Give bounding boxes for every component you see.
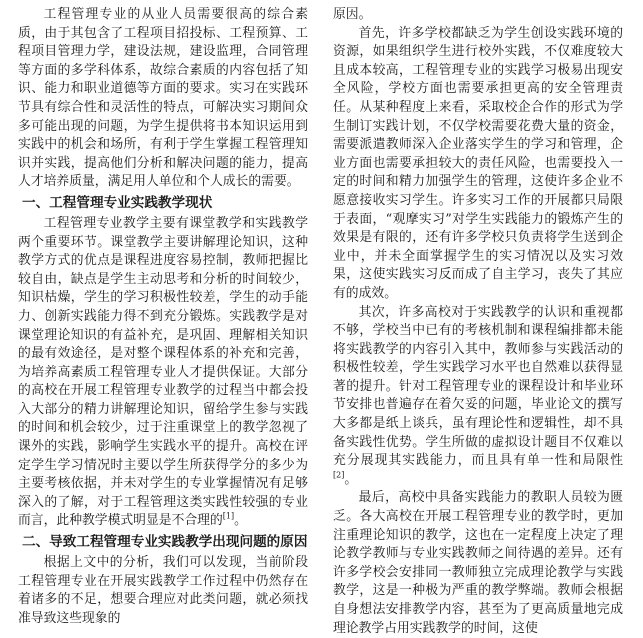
- paragraph-second-text: 其次，许多高校对于实践教学的认识和重视都不够，学校当中已有的考核机制和课程编排都未能将实践教学的内容引入其中，教师参与实践活动的积极性较差，学生实践学习水平也自然难以获得显著的提升。针对工程管理专业的课程设计和毕业环节安排也普遍存在着欠妥的问题，毕业论文的撰写大多都是纸上谈兵，虽有理论性和逻辑性，却不具备实践性优势。学生所做的虚拟设计题目不仅难以充分展现其实践能力，而且具有单一性和局限性: [333, 304, 623, 469]
- left-column: [18, 6, 308, 628]
- right-column: [333, 6, 623, 638]
- intro-paragraph: 工程管理专业的从业人员需要很高的综合素质，由于其包含了工程项目招投标、工程预算、工程项目管理力学，建设法规，建设监理，合同管理等方面的多学科体系，故综合素质的内容包括了知识、能力和职业道德等方面的要求。实习在实践环节具有综合性和灵活性的特点，可解决实习期间众多可能出现的问题，为学生提供将书本知识运用到实践中的机会和场所，有利于学生掌握工程管理知识并实践，提高他们分析和解决问题的能力，提高人才培养质量，满足用人单位和个人成长的需要。: [18, 7, 308, 190]
- section-1-end: 。: [234, 513, 247, 529]
- citation-1: [1]: [222, 512, 235, 522]
- citation-2: [2]: [333, 470, 345, 480]
- paragraph-first: 首先，许多学校都缺乏为学生创设实践环境的资源，如果组织学生进行校外实践，不仅难度较大且成本较高，工程管理专业的实践学习极易出现安全风险，学校方面也需要承担更高的安全管理责任。从某种程度上来看，采取校企合作的形式为学生制订实践计划，不仅学校需要花费大量的资金，需要派遣教师深入企业落实学生的学习和管理，企业方面也需要承担较大的责任风险，也需要投入一定的时间和精力加强学生的管理，这使许多企业不愿意接收实习学生。许多实习工作的开展都只局限于表面，“观摩实习”对学生实践能力的锻炼产生的效果是有限的，还有许多学校只负责将学生送到企业中，并未全面掌握学生的实习情况以及实习效果，这使实践实习反而成了自主学习，丧失了其应有的成效。: [333, 25, 623, 301]
- section-2-heading: 二、导致工程管理专业实践教学出现问题的原因: [22, 534, 308, 551]
- section-2-paragraph: 根据上文中的分析，我们可以发现，当前阶段工程管理专业在开展实践教学工作过程中仍然存在着诸多的不足，想要合理应对此类问题，就必须找准导致这些现象的: [18, 555, 308, 626]
- paragraph-second-end: 。: [344, 471, 358, 487]
- paragraph-second: [333, 304, 623, 490]
- section-1-paragraph: [18, 215, 308, 531]
- carryover-text: 原因。: [333, 7, 372, 22]
- paragraph-third: 最后，高校中具备实践能力的教职人员较为匮乏。各大高校在开展工程管理专业的教学时，更加注重理论知识的教学，这也在一定程度上决定了理论教学教师与专业实践教师之间待遇的差异。还有许多学校会安排同一教师独立完成理论教学与实践教学，这是一种极为严重的教学弊端。教师会根据自身想法安排教学内容，甚至为了更高质量地完成理论教学占用实践教学的时间，这使: [333, 490, 623, 636]
- section-1-heading: 一、工程管理专业实践教学现状: [22, 194, 213, 211]
- section-1-text: 工程管理专业教学主要有课堂教学和实践教学两个重要环节。课堂教学主要讲解理论知识，这种教学方式的优点是课程进度容易控制，教师把握比较自由，缺点是学生主动思考和分析的时间较少，知识枯燥，学生的学习积极性较差，学生的动手能力、创新实践能力得不到充分锻炼。实践教学是对课堂理论知识的有益补充，是巩固、理解相关知识的最有效途径，是对整个课程体系的补充和完善，为培养高素质工程管理专业人才提供保证。大部分的高校在开展工程管理专业教学的过程当中都会投入大部分的精力讲解理论知识，留给学生参与实践的时间和机会较少，过于注重课堂上的教学忽视了课外的实践，影响学生实践水平的提升。高校在评定学生学习情况时主要以学生所获得学分的多少为主要考核依据，并未对学生的专业掌握情况有足够深入的了解，对于工程管理这类实践性较强的专业而言，此种教学模式明显是不合理的: [18, 215, 308, 529]
